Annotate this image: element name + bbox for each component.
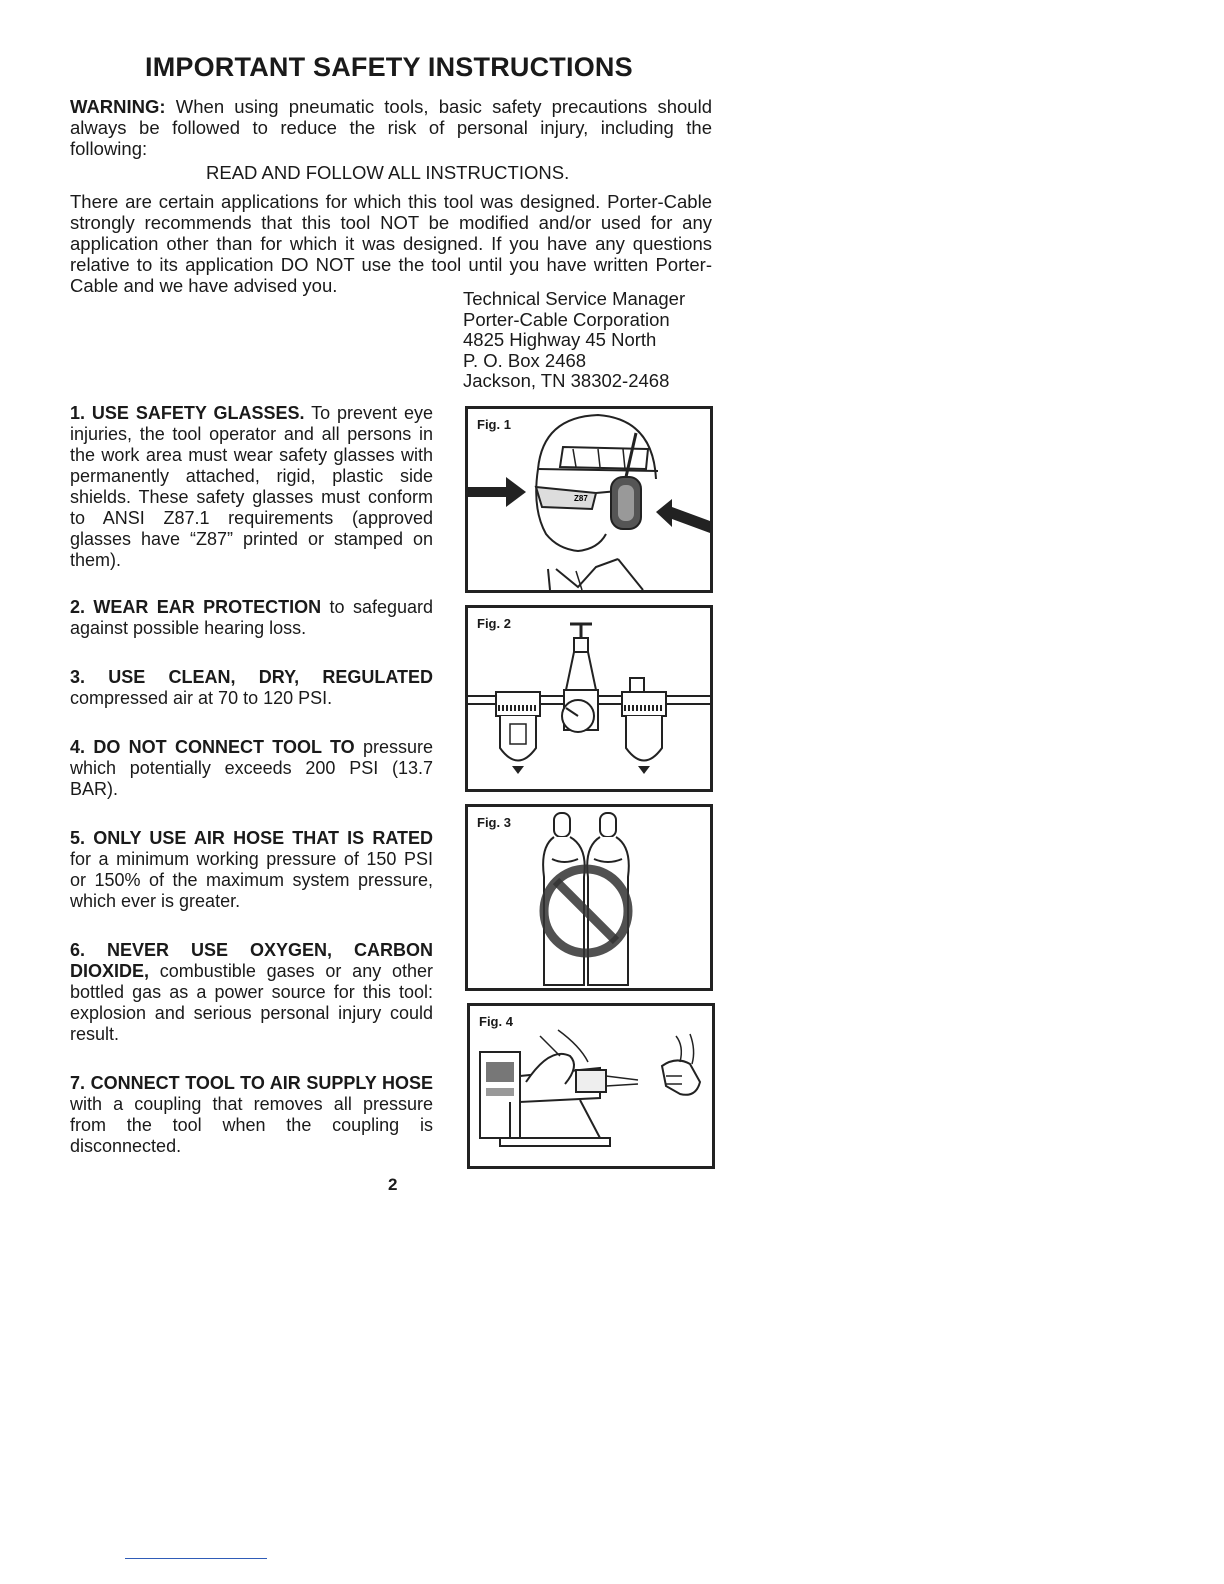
item-text: compressed air at 70 to 120 PSI. <box>70 688 333 708</box>
item-text: with a coupling that removes all pressure from the tool when the coupling is disconnected. <box>70 1094 433 1156</box>
item-text: pressure which potentially exceeds 200 PSI (13.7 BAR). <box>70 737 433 799</box>
footer-rule <box>125 1558 267 1559</box>
item-heading: 3. USE CLEAN, DRY, REGULATED <box>70 667 433 687</box>
item-heading: 4. DO NOT CONNECT TOOL TO <box>70 737 355 757</box>
figure-3-label: Fig. 3 <box>477 815 511 830</box>
intro-section <box>70 96 712 296</box>
item-heading: 1. USE SAFETY GLASSES. <box>70 403 305 423</box>
figure-2 <box>465 605 713 792</box>
safety-item-5 <box>70 828 433 912</box>
safety-gear-illustration <box>468 409 710 590</box>
figure-1 <box>465 406 713 593</box>
address-line-3: 4825 Highway 45 North <box>463 329 657 350</box>
safety-item-2 <box>70 597 433 639</box>
item-text: for a minimum working pressure of 150 PSI or 150% of the maximum system pressure, which ever is greater. <box>70 849 433 911</box>
air-coupling-illustration <box>470 1006 712 1166</box>
figure-4 <box>467 1003 715 1169</box>
item-heading: 2. WEAR EAR PROTECTION <box>70 597 322 617</box>
item-heading: 7. CONNECT TOOL TO AIR SUPPLY HOSE <box>70 1073 433 1093</box>
figure-1-label: Fig. 1 <box>477 417 511 432</box>
safety-item-7 <box>70 1073 433 1157</box>
read-follow-line: READ AND FOLLOW ALL INSTRUCTIONS. <box>206 162 570 183</box>
figure-2-label: Fig. 2 <box>477 616 511 631</box>
safety-item-3 <box>70 667 433 709</box>
address-line-1: Technical Service Manager <box>463 288 686 309</box>
item-text: to safeguard against possible hearing loss. <box>70 597 434 638</box>
address-line-5: Jackson, TN 38302-2468 <box>463 370 670 391</box>
design-paragraph: There are certain applications for which this tool was designed. Porter-Cable strongly recommends that this tool NOT be modified and/or used for any application other than for which it was designed. If you have any questions relative to its application DO NOT use the tool until you have written Porter-Cable and we have advised you. <box>70 191 712 296</box>
item-text: combustible gases or any other bottled gas as a power source for this tool: explosion and serious personal injury could result. <box>70 961 433 1044</box>
safety-item-4 <box>70 737 433 800</box>
address-block <box>463 289 685 392</box>
page-title: IMPORTANT SAFETY INSTRUCTIONS <box>145 52 633 82</box>
item-heading: 6. NEVER USE OXYGEN, CARBON DIOXIDE, <box>70 940 433 981</box>
address-line-2: Porter-Cable Corporation <box>463 308 670 330</box>
safety-item-6 <box>70 940 433 1045</box>
z87-stamp: Z87 <box>574 494 588 503</box>
warning-paragraph <box>70 96 712 159</box>
page-number: 2 <box>388 1175 398 1194</box>
item-heading: 5. ONLY USE AIR HOSE THAT IS RATED <box>70 828 433 848</box>
address-line-4: P. O. Box 2468 <box>463 349 587 371</box>
warning-label: WARNING: <box>70 96 166 117</box>
safety-item-1 <box>70 403 433 571</box>
figure-3 <box>465 804 713 991</box>
warning-text: When using pneumatic tools, basic safety precautions should always be followed to reduce the risk of personal injury, including the following: <box>70 96 712 159</box>
figure-4-label: Fig. 4 <box>479 1014 513 1029</box>
air-regulator-illustration <box>468 608 710 789</box>
no-bottled-gas-illustration <box>468 807 710 988</box>
item-text: To prevent eye injuries, the tool operator and all persons in the work area must wear safety glasses with permanently attached, rigid, plastic side shields. These safety glasses must conform to ANSI Z87.1 requirements (approved glasses have “Z87” printed or stamped on them). <box>70 403 433 570</box>
